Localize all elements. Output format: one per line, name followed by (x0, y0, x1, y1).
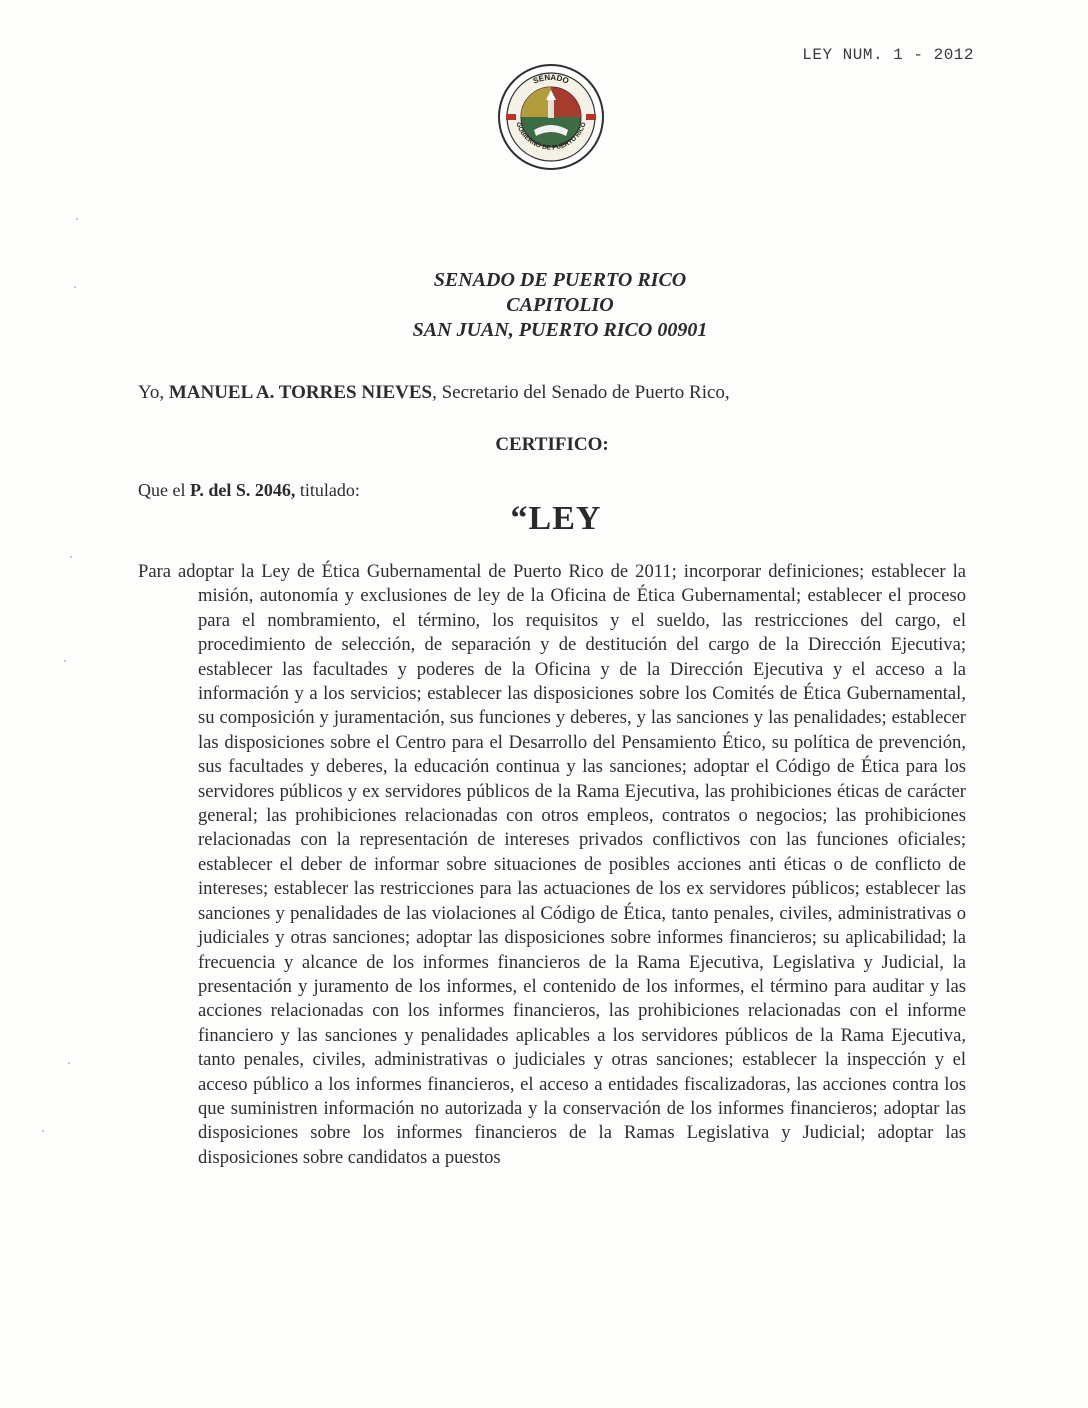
letterhead-line-1: SENADO DE PUERTO RICO (433, 269, 687, 291)
svg-text:SENADO: SENADO (531, 72, 571, 86)
letterhead-line-2: CAPITOLIO (506, 294, 614, 316)
bill-number: P. del S. 2046, (189, 480, 296, 500)
svg-text:GOBIERNO DE PUERTO RICO: GOBIERNO DE PUERTO RICO (514, 121, 588, 152)
secretary-name: MANUEL A. TORRES NIEVES (168, 382, 433, 403)
letterhead-line-3: SAN JUAN, PUERTO RICO 00901 (412, 319, 708, 341)
ley-title: “LEY (510, 500, 602, 537)
law-number: LEY NUM. 1 - 2012 (802, 46, 974, 64)
intro-statement (138, 382, 730, 404)
bill-prefix: Que el (138, 480, 190, 500)
certifico-heading: CERTIFICO: (495, 434, 609, 455)
bill-reference (138, 480, 360, 501)
bill-suffix: titulado: (295, 480, 360, 500)
intro-suffix: , Secretario del Senado de Puerto Rico, (432, 382, 730, 403)
senate-seal-logo (496, 62, 606, 172)
letterhead (0, 268, 1088, 343)
intro-prefix: Yo, (138, 382, 169, 403)
body-paragraph: Para adoptar la Ley de Ética Gubernamental de Puerto Rico de 2011; incorporar definiciones; establecer la misión, autonomía y exclusiones de ley de la Oficina de Ética Gubernamental; establecer el proceso para el nombramiento, el término, los requisitos y el sueldo, las restricciones del cargo, el procedimiento de selección, de separación y de destitución del cargo de la Dirección Ejecutiva; establecer las facultades y poderes de la Oficina y de la Dirección Ejecutiva y el acceso a la información y a los servicios; establecer las disposiciones sobre los Comités de Ética Gubernamental, su composición y juramentación, sus funciones y deberes, y las sanciones y las penalidades; establecer las disposiciones sobre el Centro para el Desarrollo del Pensamiento Ético, su política de prevención, sus facultades y deberes, la educación continua y las sanciones; adoptar el Código de Ética para los servidores públicos y ex servidores públicos de la Rama Ejecutiva, las prohibiciones éticas de carácter general; las prohibiciones relacionadas con otros empleos, contratos o negocios; las prohibiciones relacionadas con la representación de intereses privados conflictivos con las funciones oficiales; establecer el deber de informar sobre situaciones de posibles acciones anti éticas o de conflicto de intereses; establecer las restricciones para las actuaciones de los ex servidores públicos; establecer las sanciones y penalidades de las violaciones al Código de Ética, tanto penales, civiles, administrativas o judiciales y otras sanciones; adoptar las disposiciones sobre informes financieros; su aplicabilidad; la frecuencia y alcance de los informes financieros de la Rama Ejecutiva, Legislativa y Judicial, la presentación y juramento de los informes, el contenido de los informes, el término para auditar y las acciones relacionadas con los informes financieros, las prohibiciones relacionadas con el informe financiero y las sanciones y penalidades aplicables a los servidores públicos de la Rama Ejecutiva, tanto penales, civiles, administrativas o judiciales y otras sanciones; establecer la inspección y el acceso público a los informes financieros, el acceso a entidades fiscalizadoras, las acciones contra los que suministren información no autorizada y la conservación de los informes financieros; adoptar las disposiciones sobre los informes financieros de la Ramas Legislativa y Judicial; adoptar las disposiciones sobre candidatos a puestos (138, 561, 966, 1168)
